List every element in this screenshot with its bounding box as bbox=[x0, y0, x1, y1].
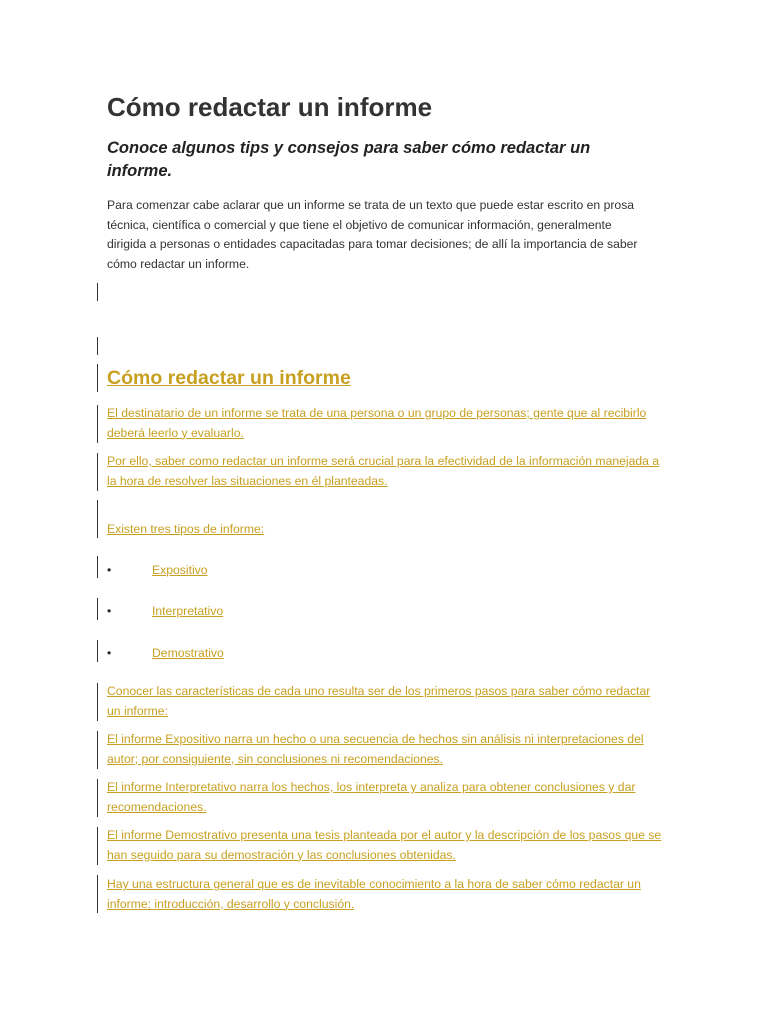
paragraph-link-destinatario[interactable]: El destinatario de un informe se trata de una persona o un grupo de personas; gente que al recibirlo deberá leerlo y evaluarlo. bbox=[107, 406, 647, 440]
page-subtitle: Conoce algunos tips y consejos para saber cómo redactar un informe. bbox=[107, 139, 591, 180]
paragraph-link-demostrativo[interactable]: El informe Demostrativo presenta una tesis planteada por el autor y la descripción de los pasos que se han seguido para su demostración y las conclusiones obtenidas. bbox=[107, 828, 662, 862]
bullet-marker: • bbox=[107, 563, 112, 577]
bullet-marker: • bbox=[107, 604, 112, 618]
margin-bar bbox=[97, 500, 98, 538]
page-title: Cómo redactar un informe bbox=[107, 92, 433, 122]
margin-bar bbox=[97, 875, 98, 913]
margin-bar bbox=[97, 405, 98, 443]
intro-paragraph: Para comenzar cabe aclarar que un informe se trata de un texto que puede estar escrito en prosa técnica, científica o comercial y que tiene el objetivo de comunicar información, generalmente dirigida a personas o entidades capacitadas para tomar decisiones; de allí la importancia de saber cómo redactar un informe. bbox=[107, 198, 638, 271]
margin-bar bbox=[97, 731, 98, 769]
margin-bar bbox=[97, 453, 98, 491]
types-heading-link[interactable]: Existen tres tipos de informe: bbox=[107, 522, 265, 536]
paragraph-link-efectividad[interactable]: Por ello, saber como redactar un informe será crucial para la efectividad de la información manejada a la hora de resolver las situaciones en él planteadas. bbox=[107, 454, 660, 488]
paragraph-link-caracteristicas[interactable]: Conocer las características de cada uno resulta ser de los primeros pasos para saber cómo redactar un informe: bbox=[107, 684, 651, 718]
margin-bar bbox=[97, 337, 98, 355]
margin-bar bbox=[97, 640, 98, 662]
margin-bar bbox=[97, 827, 98, 865]
margin-bar bbox=[97, 556, 98, 578]
type-link-interpretativo[interactable]: Interpretativo bbox=[152, 604, 224, 618]
margin-bar bbox=[97, 779, 98, 817]
paragraph-link-interpretativo[interactable]: El informe Interpretativo narra los hechos, los interpreta y analiza para obtener conclusiones y dar recomendaciones. bbox=[107, 780, 636, 814]
margin-bar bbox=[97, 598, 98, 620]
type-link-expositivo[interactable]: Expositivo bbox=[152, 563, 208, 577]
paragraph-link-expositivo[interactable]: El informe Expositivo narra un hecho o una secuencia de hechos sin análisis ni interpretaciones del autor; por consiguiente, sin conclusiones ni recomendaciones. bbox=[107, 732, 644, 766]
paragraph-link-estructura[interactable]: Hay una estructura general que es de inevitable conocimiento a la hora de saber cómo redactar un informe: introducción, desarrollo y conclusión. bbox=[107, 877, 641, 911]
section-title-link[interactable]: Cómo redactar un informe bbox=[107, 367, 351, 389]
type-link-demostrativo[interactable]: Demostrativo bbox=[152, 646, 224, 660]
margin-bar bbox=[97, 683, 98, 721]
bullet-marker: • bbox=[107, 646, 112, 660]
margin-bar bbox=[97, 283, 98, 301]
margin-bar bbox=[97, 364, 98, 392]
